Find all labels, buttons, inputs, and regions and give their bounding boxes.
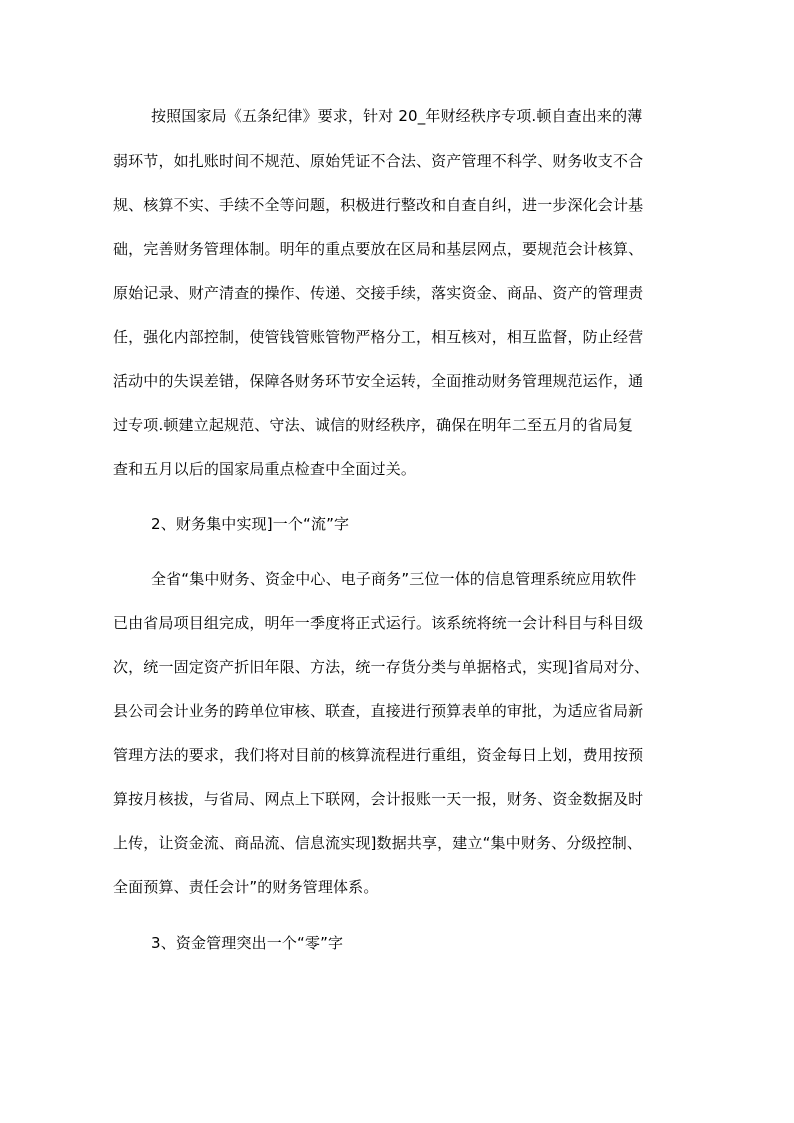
section-heading-3: 3、资金管理突出一个“零”字 [151, 934, 344, 952]
paragraph-2-line-6: 算按月核拔，与省局、网点上下联网，会计报账一天一报，财务、资金数据及时 [113, 790, 644, 808]
paragraph-2-line-1: 全省“集中财务、资金中心、电子商务”三位一体的信息管理系统应用软件 [151, 570, 637, 588]
paragraph-2-line-3: 次，统一固定资产折旧年限、方法，统一存货分类与单据格式，实现]省局对分、 [113, 658, 650, 676]
paragraph-1-line-6: 任，强化内部控制，使管钱管账管物严格分工，相互核对，相互监督，防止经营 [113, 328, 644, 346]
paragraph-2-line-7: 上传，让资金流、商品流、信息流实现]数据共享，建立“集中财务、分级控制、 [113, 834, 643, 852]
paragraph-1-line-7: 活动中的失误差错，保障各财务环节安全运转，全面推动财务管理规范运作，通 [113, 372, 644, 390]
paragraph-2-line-8: 全面预算、责任会计”的财务管理体系。 [113, 878, 379, 896]
paragraph-1-line-4: 础，完善财务管理体制。明年的重点要放在区局和基层网点，要规范会计核算、 [113, 240, 644, 258]
paragraph-2-line-5: 管理方法的要求，我们将对目前的核算流程进行重组，资金每日上划，费用按预 [113, 746, 644, 764]
paragraph-1-line-9: 查和五月以后的国家局重点检查中全面过关。 [113, 460, 417, 478]
paragraph-1-line-1: 按照国家局《五条纪律》要求，针对 20_年财经秩序专项.顿自查出来的薄 [151, 107, 643, 125]
paragraph-1-line-3: 规、核算不实、手续不全等问题，积极进行整改和自查自纠，进一步深化会计基 [113, 196, 644, 214]
paragraph-1-line-2: 弱环节，如扎账时间不规范、原始凭证不合法、资产管理不科学、财务收支不合 [113, 152, 644, 170]
paragraph-1-line-8: 过专项.顿建立起规范、守法、诚信的财经秩序，确保在明年二至五月的省局复 [113, 416, 634, 434]
paragraph-1-line-5: 原始记录、财产清查的操作、传递、交接手续，落实资金、商品、资产的管理责 [113, 284, 644, 302]
paragraph-2-line-2: 已由省局项目组完成，明年一季度将正式运行。该系统将统一会计科目与科目级 [113, 614, 644, 632]
section-heading-2: 2、财务集中实现]一个“流”字 [151, 515, 350, 533]
paragraph-2-line-4: 县公司会计业务的跨单位审核、联查，直接进行预算表单的审批，为适应省局新 [113, 702, 644, 720]
